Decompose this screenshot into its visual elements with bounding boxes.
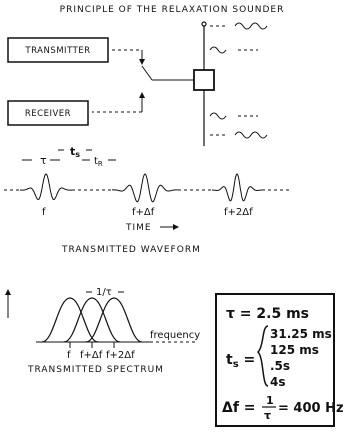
frequency-axis-label: frequency xyxy=(150,330,201,341)
pulse-label-3: f+2Δf xyxy=(224,207,253,218)
receiver-block xyxy=(8,101,88,125)
df-numerator: 1 xyxy=(266,394,274,407)
peak-label-3: f+2Δf xyxy=(106,350,135,361)
transmitter-block xyxy=(8,38,108,62)
receiver-label: RECEIVER xyxy=(24,109,72,119)
df-prefix: Δf = xyxy=(222,400,256,416)
ts-value-1: 31.25 ms xyxy=(270,327,332,341)
pulse-label-2: f+Δf xyxy=(132,207,155,218)
timing-annotation xyxy=(22,145,116,168)
tau-value: τ = 2.5 ms xyxy=(226,306,310,322)
df-denominator: τ xyxy=(264,409,272,422)
waveform-trace xyxy=(4,174,290,202)
peak-label-2: f+Δf xyxy=(80,350,103,361)
ts-value-3: .5s xyxy=(270,359,291,373)
spectrum-caption: TRANSMITTED SPECTRUM xyxy=(28,365,164,375)
transducer xyxy=(194,22,214,146)
ts-param-label: $t_s$ = xyxy=(226,352,256,370)
ts-value-2: 125 ms xyxy=(270,343,319,357)
parameter-box xyxy=(216,294,344,426)
bandwidth-label: 1/τ xyxy=(96,287,112,298)
tr-label: $t_R$ xyxy=(94,156,103,168)
peak-label-1: f xyxy=(67,350,71,361)
ts-label: ts xyxy=(70,145,81,159)
pulse-label-1: f xyxy=(42,207,46,218)
waveform-caption: TRANSMITTED WAVEFORM xyxy=(62,245,201,255)
time-axis-label: TIME xyxy=(126,223,152,233)
radiated-waves xyxy=(210,23,267,138)
spectrum-plot xyxy=(8,287,200,375)
df-suffix: = 400 Hz xyxy=(278,401,344,416)
ts-value-4: 4s xyxy=(270,375,286,389)
transmitter-label: TRANSMITTER xyxy=(25,46,91,56)
tau-label: τ xyxy=(40,154,47,167)
diagram-title: PRINCIPLE OF THE RELAXATION SOUNDER xyxy=(59,5,285,15)
